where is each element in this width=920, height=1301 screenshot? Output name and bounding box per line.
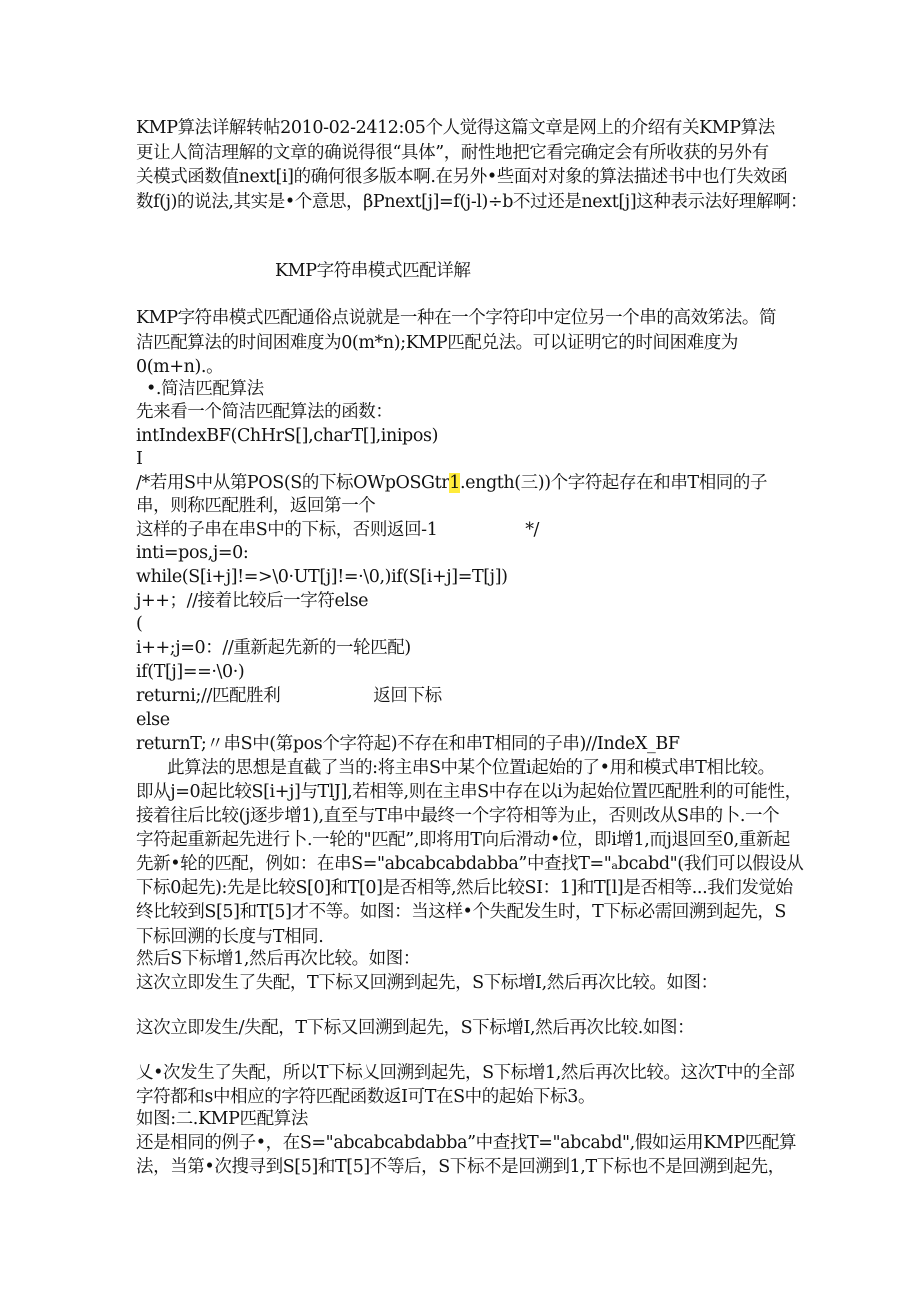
paragraph-line: KMP字符串模式匹配通俗点说就是一种在一个字符印中定位另一个串的高效笫法。简 <box>136 308 777 328</box>
section-heading: •.简洁匹配算法 <box>146 379 264 399</box>
intro-line: 更让人简洁理解的文章的确说得很“具体”，耐性地把它看完确定会有所收获的另外有 <box>136 143 769 163</box>
code-line: returni;//匹配胜利 返回下标 <box>136 686 442 706</box>
comment-text: /*若用S中从第POS(S的下标OWpOSGtr <box>136 473 450 493</box>
paragraph-line: 终比较到S[5]和T[5]才不等。如图：当这样•个失配发生时，T下标必需回溯到起先，S <box>136 902 787 922</box>
highlighted-char: 1 <box>449 473 460 493</box>
paragraph-line: 如图:二.KMP匹配算法 <box>136 1109 308 1129</box>
paragraph-line: 此算法的思想是直截了当的:将主串S中某个位置i起始的了•用和模式串T相比较。 <box>136 758 775 778</box>
paragraph-line: 下标0起先):先是比较S[0]和T[0]是否相等,然后比较SI：1]和T[l]是否相等...我们发觉始 <box>136 878 793 898</box>
code-line: returnT;〃串S中(第pos个字符起)不存在和串T相同的子串)//IndeX_BF <box>136 734 680 754</box>
paragraph-line: 0(m+n).。 <box>136 357 224 377</box>
paragraph-line: 下标回溯的长度与T相同. <box>136 927 324 947</box>
code-line: j++；//接着比较后一字符else <box>136 591 369 611</box>
code-line: else <box>136 710 170 730</box>
paragraph-line: 这次立即发生/失配，T下标又回溯到起先，S下标增I,然后再次比较.如图： <box>136 1018 695 1038</box>
code-line: 先来看一个简洁匹配算法的函数： <box>136 402 393 422</box>
paragraph-line: 字符起重新起先进行卜.一轮的"匹配”,即将用T向后滑动•位，即i增1,而j退回至0,重新起 <box>136 830 791 850</box>
paragraph-line: 字符都和s中相应的字符匹配函数返I可T在S中的起始下标3。 <box>136 1087 596 1107</box>
paragraph-line: 法，当第•次搜寻到S[5]和T[5]不等后，S下标不是回溯到1,T下标也不是回溯到起先， <box>136 1157 785 1177</box>
intro-line: 关模式函数值next[i]的确何很多版本啊.在另外•些面对对象的算法描述书中也仃失效函 <box>136 167 788 187</box>
code-line: inti=pos,j=0: <box>136 543 249 563</box>
paragraph-line: 这次立即发生了失配，T下标又回溯到起先，S下标增I,然后再次比较。如图： <box>136 973 718 993</box>
code-line: if(T[j]==·\0·) <box>136 662 245 682</box>
code-line: I <box>136 449 143 469</box>
code-line: while(S[i+j]!=>\0·UT[j]!=·\0,)if(S[i+j]=T[j]) <box>136 567 508 587</box>
paragraph-line: 乂•次发生了失配，所以T下标乂回溯到起先，S下标增1,然后再次比较。这次T中的全部 <box>136 1063 795 1083</box>
comment-text: .ength(三))个字符起存在和串T相同的子 <box>459 473 768 493</box>
code-line: i++;j=0：//重新起先新的一轮匹配) <box>136 638 411 658</box>
intro-line: KMP算法详解转帖2010-02-2412:05个人觉得这篇文章是网上的介绍有关KMP算法 <box>136 118 775 138</box>
paragraph-line: 先新•轮的匹配，例如：在串S="abcabcabdabba”中查找T="ₐbcabd"(我们可以假设从 <box>136 854 804 874</box>
paragraph-line: 即从j=0起比较S[i+j]与TlJ],若相等,则在主串S中存在以i为起始位置匹配胜利的可能性， <box>136 782 802 802</box>
paragraph-line: 洁匹配算法的时间困难度为0(m*n);KMP匹配兑法。可以证明它的时间困难度为 <box>136 333 738 353</box>
code-line: intIndexBF(ChHrS[],charT[],inipos) <box>136 426 439 446</box>
intro-line: 数f(j)的说法,其实是•个意思，βPnext[j]=f(j-l)÷b不过还是next[j]这种表示法好理解啊： <box>136 192 808 212</box>
article-title: KMP字符串模式匹配详解 <box>275 261 471 281</box>
code-line: ( <box>136 614 143 634</box>
paragraph-line: 还是相同的例子•，在S="abcabcabdabba”中查找T="abcabd",假如运用KMP匹配算 <box>136 1133 797 1153</box>
code-comment-line <box>136 471 767 495</box>
paragraph-line: 然后S下标增1,然后再次比较。如图： <box>136 949 420 969</box>
code-line: 这样的子串在串S中的下标，否则返回-1 */ <box>136 520 540 540</box>
code-line: 串，则称匹配胜利，返回第一个 <box>136 496 376 516</box>
paragraph-line: 接着往后比较(j逐步增1),直至与T串中最终一个字符相等为止，否则改从S串的卜.一个 <box>136 806 780 826</box>
